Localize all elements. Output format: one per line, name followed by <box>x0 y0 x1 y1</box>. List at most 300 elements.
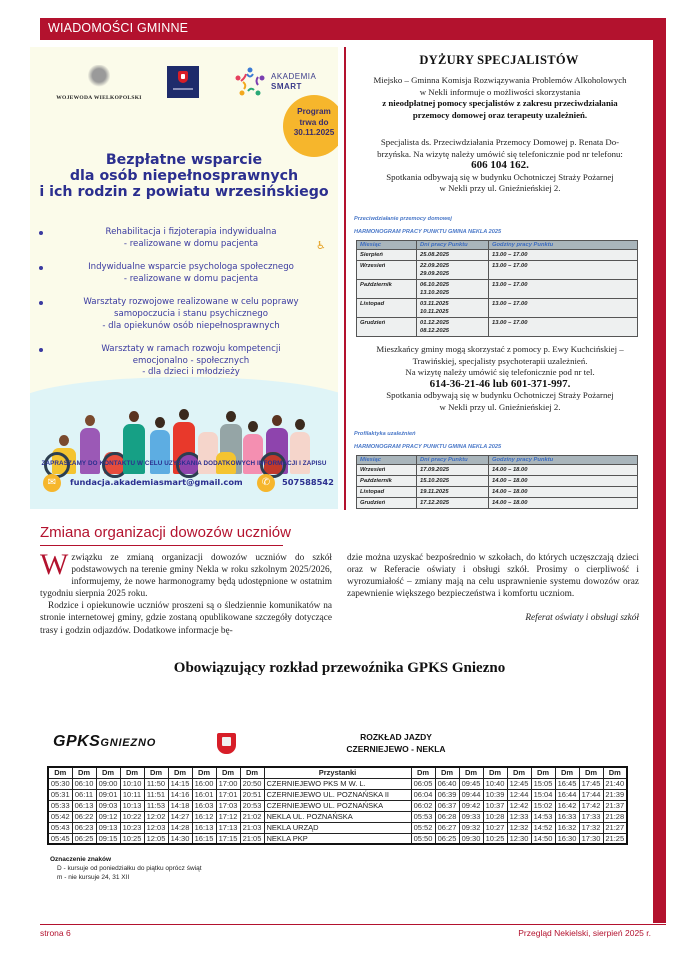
month-cell: Listopad <box>357 299 417 318</box>
addiction-phone-numbers: 614-36-21-46 lub 601-371-997. <box>429 377 571 390</box>
section-title: WIADOMOŚCI GMINNE <box>48 21 189 35</box>
month-cell: Grudzień <box>357 318 417 337</box>
departure-time: 05:42 <box>48 811 72 822</box>
departure-time: 16:03 <box>192 800 216 811</box>
day-code-header: Dm <box>120 767 144 778</box>
person-head <box>155 417 165 428</box>
return-time: 17:45 <box>579 778 603 789</box>
person-head <box>179 409 189 420</box>
date-value: 29.09.2025 <box>420 271 450 277</box>
timetable-row <box>48 833 627 844</box>
dates-cell <box>417 318 489 337</box>
person-figure <box>198 432 218 474</box>
departure-time: 17:15 <box>216 833 240 844</box>
day-code-header: Dm <box>531 767 555 778</box>
person-figure <box>290 432 310 474</box>
violence-phone-number: 606 104 162. <box>471 159 529 172</box>
timetable-route: CZERNIEJEWO - NEKLA <box>346 744 446 754</box>
column-header: Miesiąc <box>357 456 417 465</box>
departure-time: 12:03 <box>144 822 168 833</box>
timetable-row <box>48 789 627 800</box>
return-time: 15:05 <box>531 778 555 789</box>
return-time: 17:32 <box>579 822 603 833</box>
intro-bold-text: przemocy domowej oraz terapeuty uzależnień. <box>412 109 588 120</box>
bullet-icon <box>39 231 43 235</box>
contact-heading: ZAPRASZAMY DO KONTAKTU W CELU UZYSKANIA DODATKOWYCH INFORMACJI I ZAPISU <box>41 460 327 467</box>
dates-cell <box>417 261 489 280</box>
day-code-header: Dm <box>72 767 96 778</box>
timetable-title <box>340 731 452 755</box>
day-code-header: Dm <box>579 767 603 778</box>
hours-cell: 14.00 – 18.00 <box>489 465 638 476</box>
day-code-header: Dm <box>96 767 120 778</box>
addiction-info-text: w Nekli przy ul. Gnieźnieńskiej 2. <box>439 401 561 412</box>
hours-cell: 13.00 – 17.00 <box>489 261 638 280</box>
addiction-info-text: Trawińskiej, specjalisty psychoterapii uzależnień. <box>412 355 588 366</box>
gniezno-crest-icon <box>217 733 236 754</box>
service-item <box>30 344 338 379</box>
departure-time: 12:02 <box>144 811 168 822</box>
return-time: 10:27 <box>483 822 507 833</box>
person-head <box>226 411 236 422</box>
return-time: 05:50 <box>411 833 435 844</box>
contact-email[interactable]: fundacja.akademiasmart@gmail.com <box>70 477 243 487</box>
departure-time: 17:01 <box>216 789 240 800</box>
gpks-logo-main: GPKS <box>53 733 101 750</box>
month-cell: Październik <box>357 476 417 487</box>
person-head <box>295 419 305 430</box>
return-time: 14:53 <box>531 811 555 822</box>
service-text: - realizowane w domu pacjenta <box>123 238 259 249</box>
bullet-icon <box>39 266 43 270</box>
departure-time: 20:50 <box>240 778 264 789</box>
day-code-header: Dm <box>459 767 483 778</box>
departure-time: 05:30 <box>48 778 72 789</box>
dates-cell <box>417 250 489 261</box>
return-time: 06:02 <box>411 800 435 811</box>
article-title: Zmiana organizacji dowozów uczniów <box>40 524 291 541</box>
drop-cap: W <box>40 548 69 581</box>
stop-name: NEKLA UL. POZNAŃSKA <box>264 811 411 822</box>
timetable-row <box>48 822 627 833</box>
hours-cell: 13.00 – 17.00 <box>489 318 638 337</box>
hours-cell: 14.00 – 18.00 <box>489 487 638 498</box>
return-time: 12:45 <box>507 778 531 789</box>
stop-name: CZERNIEJEWO UL. POZNAŃSKA II <box>264 789 411 800</box>
dates-cell <box>417 299 489 318</box>
day-code-header: Dm <box>435 767 459 778</box>
table-row <box>357 250 638 261</box>
service-item <box>30 262 338 285</box>
article-paragraph: Rodzice i opiekunowie uczniów proszeni są o śledziennie komunikatów na stronie internetowej gminy, gdzie zostaną opublikowane szczegóły dotyczące trasy i godzin odjazdów. Dodatkowe informacje bę- <box>40 601 332 636</box>
departure-time: 09:01 <box>96 789 120 800</box>
intro-text: w Nekli informuje o możliwości skorzystania <box>419 86 581 97</box>
return-time: 06:04 <box>411 789 435 800</box>
specialists-intro <box>350 75 650 121</box>
departure-time: 09:15 <box>96 833 120 844</box>
gpks-logo <box>53 733 156 751</box>
publication-info: Przegląd Nekielski, sierpień 2025 r. <box>518 928 651 938</box>
departure-time: 10:10 <box>120 778 144 789</box>
table-row <box>357 318 638 337</box>
service-item <box>30 297 338 332</box>
date-cell: 15.10.2025 <box>417 476 489 487</box>
day-code-header: Dm <box>603 767 627 778</box>
departure-time: 21:05 <box>240 833 264 844</box>
legend-item: D - kursuje od poniedziałku do piątku oprócz świąt <box>57 865 202 872</box>
departure-time: 14:16 <box>168 789 192 800</box>
service-text: - dla opiekunów osób niepełnosprawnych <box>102 320 280 331</box>
date-cell: 17.12.2025 <box>417 498 489 509</box>
article-paragraph <box>40 548 332 600</box>
poster-title-line: dla osób niepełnosprawnych <box>69 168 299 184</box>
gpks-logo-city: GNIEZNO <box>100 737 157 749</box>
article-paragraph: dzie można uzyskać bezpośrednio w szkołach, do których uczęszczają dzieci oraz w Referacie oświaty i obsługi szkół. Prosimy o cierpliwość i wyrozumiałość – zmiany mają na celu usprawnienie systemu dowozów oraz zapewnienie większego bezpieczeństwa i komfortu uczniom. <box>347 553 639 600</box>
envelope-icon: ✉ <box>43 474 61 492</box>
right-accent-bar <box>653 18 666 923</box>
column-header: Godziny pracy Punktu <box>489 241 638 250</box>
table-header-row <box>357 456 638 465</box>
table-row <box>357 465 638 476</box>
departure-time: 05:31 <box>48 789 72 800</box>
column-header: Miesiąc <box>357 241 417 250</box>
departure-time: 14:27 <box>168 811 192 822</box>
departure-time: 10:13 <box>120 800 144 811</box>
article-column-left <box>40 548 332 637</box>
program-duration-badge <box>283 95 338 157</box>
service-text: samopoczucia i stanu psychicznego <box>114 308 268 319</box>
stop-name: CZERNIEJEWO PKS M W. L. <box>264 778 411 789</box>
departure-time: 16:01 <box>192 789 216 800</box>
poster-title <box>30 152 338 200</box>
service-text: - dla dzieci i młodzieży <box>142 367 240 378</box>
person-head <box>272 415 282 426</box>
return-time: 10:40 <box>483 778 507 789</box>
day-code-header: Dm <box>483 767 507 778</box>
return-time: 09:30 <box>459 833 483 844</box>
month-cell: Sierpień <box>357 250 417 261</box>
departure-time: 14:30 <box>168 833 192 844</box>
services-list <box>30 227 338 391</box>
service-text: Indywidualne wsparcie psychologa społecznego <box>88 262 294 273</box>
date-cell: 17.09.2025 <box>417 465 489 476</box>
departure-time: 06:23 <box>72 822 96 833</box>
return-time: 21:39 <box>603 789 627 800</box>
departure-time: 10:25 <box>120 833 144 844</box>
violence-schedule-title: HARMONOGRAM PRACY PUNKTU GMINA NEKLA 2025 <box>354 229 502 235</box>
addiction-info-text: Na wizytę należy umówić się telefonicznie pod nr tel. <box>405 367 595 378</box>
phone-icon: ✆ <box>257 474 275 492</box>
return-time: 15:04 <box>531 789 555 800</box>
return-time: 05:53 <box>411 811 435 822</box>
day-code-header: Dm <box>48 767 72 778</box>
person-head <box>59 435 69 446</box>
timetable-row <box>48 800 627 811</box>
day-code-header: Dm <box>555 767 579 778</box>
gov-logo-caption-line <box>173 88 193 90</box>
return-time: 12:33 <box>507 811 531 822</box>
departure-time: 17:12 <box>216 811 240 822</box>
akademia-smart-star-icon <box>233 65 267 99</box>
departure-time: 10:22 <box>120 811 144 822</box>
return-time: 09:32 <box>459 822 483 833</box>
specialists-box <box>344 47 650 510</box>
wojewoda-logo-text: WOJEWODA WIELKOPOLSKI <box>56 95 142 101</box>
month-cell: Grudzień <box>357 498 417 509</box>
timetable-section-title: Obowiązujący rozkład przewoźnika GPKS Gniezno <box>173 660 506 676</box>
hours-cell: 13.00 – 17.00 <box>489 250 638 261</box>
departure-time: 16:13 <box>192 822 216 833</box>
intro-bold-text: z nieodpłatnej pomocy specjalistów z zakresu przeciwdziałania <box>382 98 618 109</box>
table-header-row <box>357 241 638 250</box>
day-code-header: Dm <box>507 767 531 778</box>
month-cell: Wrzesień <box>357 261 417 280</box>
day-code-header: Dm <box>144 767 168 778</box>
akademia-label: AKADEMIA <box>271 72 317 81</box>
footer-rule <box>40 924 666 925</box>
wojewoda-logo <box>44 65 154 101</box>
stop-name: NEKLA PKP <box>264 833 411 844</box>
date-value: 03.11.2025 <box>420 301 449 307</box>
return-time: 14:50 <box>531 833 555 844</box>
wheelchair-icon: ♿ <box>316 239 326 252</box>
table-row <box>357 476 638 487</box>
legend-item: m - nie kursuje 24, 31 XII <box>57 874 130 881</box>
day-code-header: Dm <box>192 767 216 778</box>
date-value: 25.08.2025 <box>420 252 450 258</box>
badge-line: Program <box>297 107 331 116</box>
departure-time: 06:22 <box>72 811 96 822</box>
date-value: 08.12.2025 <box>420 328 450 334</box>
article-column-right <box>347 552 639 624</box>
month-cell: Październik <box>357 280 417 299</box>
departure-time: 21:02 <box>240 811 264 822</box>
return-time: 06:27 <box>435 822 459 833</box>
addiction-specialist-info <box>350 344 650 414</box>
eagle-emblem-icon <box>88 65 110 91</box>
departure-time: 14:18 <box>168 800 192 811</box>
intro-text: Miejsko – Gminna Komisja Rozwiązywania Problemów Alkoholowych <box>373 75 627 85</box>
return-time: 12:44 <box>507 789 531 800</box>
departure-time: 14:15 <box>168 778 192 789</box>
date-value: 13.10.2025 <box>420 290 450 296</box>
badge-date: 30.11.2025 <box>293 128 335 137</box>
timetable-row <box>48 811 627 822</box>
return-time: 09:42 <box>459 800 483 811</box>
service-text: emocjonalno - społecznych <box>132 355 250 366</box>
departure-time: 20:53 <box>240 800 264 811</box>
day-code-header: Dm <box>216 767 240 778</box>
return-time: 14:52 <box>531 822 555 833</box>
date-value: 10.11.2025 <box>420 309 449 315</box>
departure-time: 09:12 <box>96 811 120 822</box>
stops-header: Przystanki <box>264 767 411 778</box>
bus-timetable <box>47 766 628 845</box>
return-time: 09:45 <box>459 778 483 789</box>
departure-time: 05:33 <box>48 800 72 811</box>
polish-coat-of-arms-icon <box>178 71 188 83</box>
column-header: Dni pracy Punktu <box>417 456 489 465</box>
return-time: 16:32 <box>555 822 579 833</box>
return-time: 06:37 <box>435 800 459 811</box>
poster-title-line: i ich rodzin z powiatu wrzesińskiego <box>39 184 329 200</box>
service-text: - realizowane w domu pacjenta <box>123 273 259 284</box>
return-time: 15:02 <box>531 800 555 811</box>
day-code-header: Dm <box>168 767 192 778</box>
departure-time: 05:45 <box>48 833 72 844</box>
departure-time: 20:51 <box>240 789 264 800</box>
departure-time: 16:00 <box>192 778 216 789</box>
date-value: 01.12.2025 <box>420 320 450 326</box>
return-time: 16:44 <box>555 789 579 800</box>
violence-info-text: w Nekli przy ul. Gnieźnieńskiej 2. <box>439 183 561 194</box>
akademia-smart-name <box>271 72 316 92</box>
date-value: 22.09.2025 <box>420 263 450 269</box>
timetable-header-row <box>48 767 627 778</box>
return-time: 09:44 <box>459 789 483 800</box>
return-time: 12:30 <box>507 833 531 844</box>
return-time: 06:28 <box>435 811 459 822</box>
departure-time: 12:05 <box>144 833 168 844</box>
addiction-info-text: Mieszkańcy gminy mogą skorzystać z pomocy p. Ewy Kuchcińskiej – <box>376 344 624 354</box>
departure-time: 11:53 <box>144 800 168 811</box>
service-text: Rehabilitacja i fizjoterapia indywidualna <box>105 227 277 237</box>
stop-name: NEKLA URZĄD <box>264 822 411 833</box>
stop-name: CZERNIEJEWO UL. POZNAŃSKA <box>264 800 411 811</box>
return-time: 06:39 <box>435 789 459 800</box>
departure-time: 17:03 <box>216 800 240 811</box>
dates-cell <box>417 280 489 299</box>
date-value: 06.10.2025 <box>420 282 450 288</box>
addiction-section-label: Profilaktyka uzależnień <box>354 431 416 437</box>
hours-cell: 14.00 – 18.00 <box>489 498 638 509</box>
column-header: Dni pracy Punktu <box>417 241 489 250</box>
departure-time: 21:03 <box>240 822 264 833</box>
return-time: 17:33 <box>579 811 603 822</box>
departure-time: 16:15 <box>192 833 216 844</box>
support-poster <box>30 47 338 509</box>
addiction-schedule-table <box>356 455 638 509</box>
poster-title-line: Bezpłatne wsparcie <box>105 152 263 168</box>
departure-time: 17:13 <box>216 822 240 833</box>
date-cell: 19.11.2025 <box>417 487 489 498</box>
return-time: 10:28 <box>483 811 507 822</box>
service-text: Warsztaty rozwojowe realizowane w celu poprawy <box>83 297 299 308</box>
person-figure <box>80 428 100 474</box>
departure-time: 11:50 <box>144 778 168 789</box>
return-time: 21:27 <box>603 822 627 833</box>
return-time: 10:25 <box>483 833 507 844</box>
return-time: 21:25 <box>603 833 627 844</box>
service-text: Warsztaty w ramach rozwoju kompetencji <box>101 344 281 355</box>
departure-time: 09:03 <box>96 800 120 811</box>
table-row <box>357 498 638 509</box>
violence-info-text: Spotkania odbywają się w budynku Ochotniczej Straży Pożarnej <box>386 171 614 182</box>
month-cell: Wrzesień <box>357 465 417 476</box>
departure-time: 14:28 <box>168 822 192 833</box>
return-time: 16:42 <box>555 800 579 811</box>
departure-time: 10:23 <box>120 822 144 833</box>
return-time: 16:33 <box>555 811 579 822</box>
article-signature: Referat oświaty i obsługi szkół <box>525 613 639 624</box>
violence-specialist-info <box>350 137 650 195</box>
departure-time: 11:51 <box>144 789 168 800</box>
table-row <box>357 280 638 299</box>
departure-time: 09:13 <box>96 822 120 833</box>
timetable-title-line: ROZKŁAD JAZDY <box>360 732 432 742</box>
hours-cell: 13.00 – 17.00 <box>489 299 638 318</box>
addiction-schedule-title: HARMONOGRAM PRACY PUNKTU GMINA NEKLA 2025 <box>354 444 502 450</box>
departure-time: 06:11 <box>72 789 96 800</box>
departure-time: 17:00 <box>216 778 240 789</box>
table-row <box>357 261 638 280</box>
return-time: 17:44 <box>579 789 603 800</box>
person-head <box>129 411 139 422</box>
departure-time: 05:43 <box>48 822 72 833</box>
badge-line: trwa do <box>299 117 329 127</box>
government-logo <box>167 66 199 98</box>
column-header: Godziny pracy Punktu <box>489 456 638 465</box>
day-code-header: Dm <box>411 767 435 778</box>
article-text: związku ze zmianą organizacji dowozów uczniów do szkół podstawowych na terenie gminy Nekla w roku szkolnym 2025/2026, informujemy, że nowe harmonogramy będą udostępnione w ostatnim tygodniu sierpnia 2025 roku. <box>40 553 332 600</box>
return-time: 09:33 <box>459 811 483 822</box>
return-time: 10:37 <box>483 800 507 811</box>
violence-schedule-table <box>356 240 638 337</box>
return-time: 17:42 <box>579 800 603 811</box>
return-time: 21:28 <box>603 811 627 822</box>
contact-phone[interactable]: 507588542 <box>282 477 334 487</box>
bullet-icon <box>39 348 43 352</box>
return-time: 06:25 <box>435 833 459 844</box>
person-figure <box>150 430 170 474</box>
timetable-legend <box>50 855 202 882</box>
timetable-row <box>48 778 627 789</box>
return-time: 17:30 <box>579 833 603 844</box>
violence-info-text: Specjalista ds. Przeciwdziałania Przemocy Domowej p. Renata Do- <box>380 137 620 147</box>
departure-time: 06:13 <box>72 800 96 811</box>
return-time: 16:45 <box>555 778 579 789</box>
violence-info-text: brzyńska. Na wizytę należy umówić się telefonicznie pod nr telefonu: <box>377 148 623 159</box>
return-time: 05:52 <box>411 822 435 833</box>
return-time: 06:40 <box>435 778 459 789</box>
service-item <box>30 227 338 250</box>
specialists-title: DYŻURY SPECJALISTÓW <box>419 53 579 67</box>
person-head <box>85 415 95 426</box>
table-row <box>357 299 638 318</box>
table-row <box>357 487 638 498</box>
person-head <box>248 421 258 432</box>
article-title-underline <box>40 545 283 546</box>
departure-time: 06:10 <box>72 778 96 789</box>
return-time: 21:37 <box>603 800 627 811</box>
return-time: 12:32 <box>507 822 531 833</box>
akademia-smart-logo <box>233 65 333 99</box>
day-code-header: Dm <box>240 767 264 778</box>
departure-time: 10:11 <box>120 789 144 800</box>
addiction-info-text: Spotkania odbywają się w budynku Ochotniczej Straży Pożarnej <box>386 390 614 401</box>
return-time: 10:39 <box>483 789 507 800</box>
bullet-icon <box>39 301 43 305</box>
month-cell: Listopad <box>357 487 417 498</box>
legend-title: Oznaczenie znaków <box>50 856 112 863</box>
return-time: 21:40 <box>603 778 627 789</box>
smart-label: SMART <box>271 82 302 91</box>
violence-section-label: Przeciwdziałanie przemocy domowej <box>354 216 452 222</box>
hours-cell: 14.00 – 18.00 <box>489 476 638 487</box>
departure-time: 06:25 <box>72 833 96 844</box>
return-time: 16:30 <box>555 833 579 844</box>
hours-cell: 13.00 – 17.00 <box>489 280 638 299</box>
